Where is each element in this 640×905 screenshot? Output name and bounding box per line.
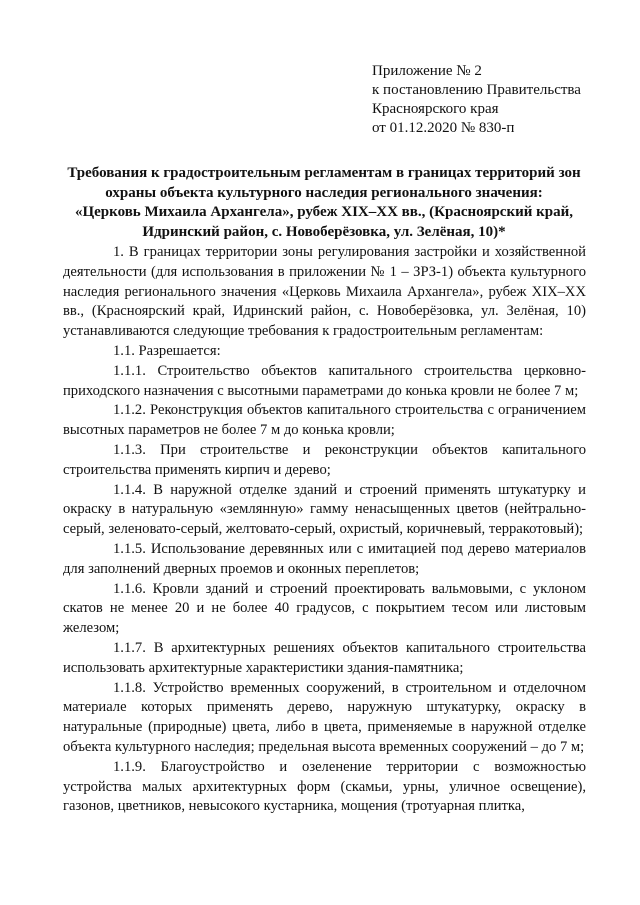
appendix-resolution: к постановлению Правительства — [372, 82, 581, 98]
paragraph-1-1-5: 1.1.5. Использование деревянных или с имитацией под дерево материалов для заполнений дверных проемов и оконных переплетов; — [63, 540, 586, 577]
appendix-region: Красноярского края — [372, 101, 499, 117]
title-line-4: Идринский район, с. Новоберёзовка, ул. Зелёная, 10)* — [142, 223, 506, 240]
paragraph-1-1-9: 1.1.9. Благоустройство и озеленение территории с возможностью устройства малых архитектурных форм (скамьи, урны, уличное освещение), газонов, цветников, невысокого кустарника, мощения (тротуарная плитка, — [63, 758, 586, 815]
appendix-header — [372, 62, 581, 138]
paragraph-1-1-7: 1.1.7. В архитектурных решениях объектов капитального строительства использовать архитектурные характеристики здания-памятника; — [63, 639, 586, 676]
document-title — [60, 164, 588, 242]
paragraph-1-1-1: 1.1.1. Строительство объектов капитального строительства церковно-приходского назначения с высотными параметрами до конька кровли не более 7 м; — [63, 362, 586, 399]
paragraph-1-1-2: 1.1.2. Реконструкция объектов капитального строительства с ограничением высотных параметров не более 7 м до конька кровли; — [63, 402, 586, 439]
paragraph-1-1-8: 1.1.8. Устройство временных сооружений, в строительном и отделочном материале которых применять дерево, наружную штукатурку, окраску в натуральные (природные) цвета, либо в цвета, применяемые в наружной отделке объекта культурного наследия; предельная высота временных сооружений – до 7 м; — [63, 679, 586, 755]
paragraph-1-1: 1.1. Разрешается: — [113, 342, 221, 359]
appendix-date: от 01.12.2020 № 830-п — [372, 120, 515, 136]
document-body — [63, 243, 586, 817]
appendix-number: Приложение № 2 — [372, 63, 482, 79]
title-line-2: охраны объекта культурного наследия регионального значения: — [105, 184, 543, 201]
paragraph-1-1-6: 1.1.6. Кровли зданий и строений проектировать вальмовыми, с уклоном скатов не менее 20 и не более 40 градусов, с покрытием тесом или листовым железом; — [63, 580, 586, 637]
paragraph-1: 1. В границах территории зоны регулирования застройки и хозяйственной деятельности (для использования в приложении № 1 – ЗРЗ-1) объекта культурного наследия регионального значения «Церковь Михаила Архангела», рубеж XIX–XX вв., (Красноярский край, Идринский район, с. Новоберёзовка, ул. Зелёная, 10) устанавливаются следующие требования к градостроительным регламентам: — [63, 244, 586, 340]
paragraph-1-1-3: 1.1.3. При строительстве и реконструкции объектов капитального строительства применять кирпич и дерево; — [63, 441, 586, 478]
title-line-3: «Церковь Михаила Архангела», рубеж XIX–XX вв., (Красноярский край, — [74, 204, 574, 220]
paragraph-1-1-4: 1.1.4. В наружной отделке зданий и строений применять штукатурку и окраску в натуральную «землянную» гамму ненасыщенных цветов (нейтрально-серый, зеленовато-серый, желтовато-серый, охристый, коричневый, терракотовый); — [63, 481, 586, 538]
title-line-1: Требования к градостроительным регламентам в границах территорий зон — [67, 165, 581, 181]
